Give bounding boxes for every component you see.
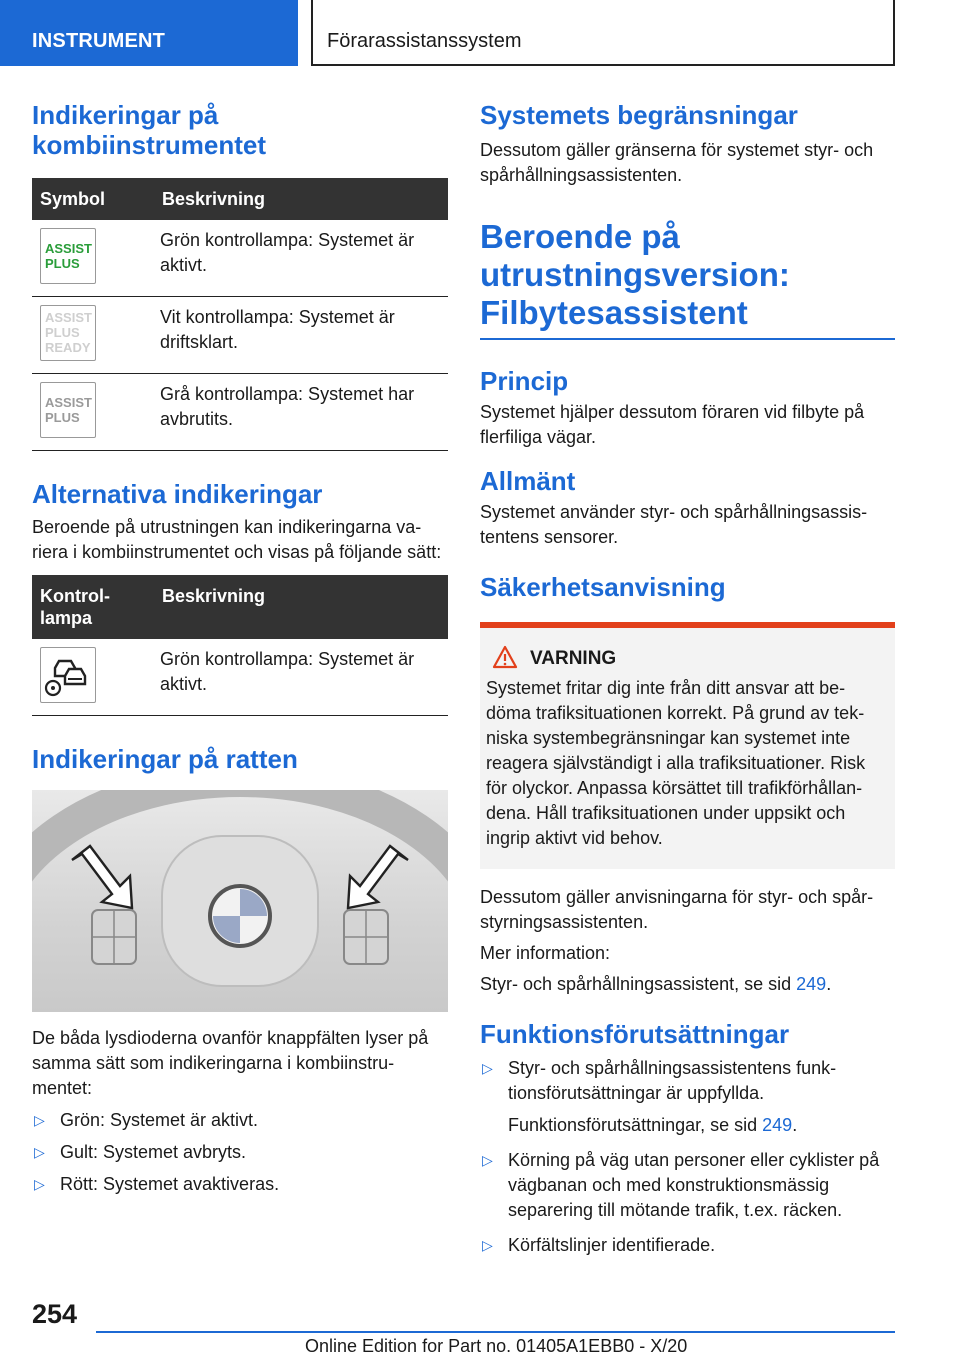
after-warning-paragraph: Dessutom gäller anvisningarna för styr- och spår-styrningsassistenten. [480,887,874,932]
row-description: Grå kontrollampa: Systemet har avbrutits. [154,374,448,451]
chapter-title[interactable]: Förarassistanssystem [311,0,895,66]
list-item: ▷ Körfältslinjer identifierade. [480,1233,895,1258]
row-description: Grön kontrollampa: Systemet är aktivt. [154,220,448,297]
wheel-paragraph: De båda lysdioderna ovanför knappfälten lyser på samma sätt som indikeringarna i kombiinstru-mentet: [32,1028,429,1098]
led-color-list [32,1108,448,1197]
heading-principle: Princip [480,366,569,396]
assist-plus-green-icon: ASSIST PLUS [40,228,96,284]
table-row [32,374,448,451]
page-header [0,0,960,66]
col-header-symbol: Symbol [32,178,154,220]
limits-paragraph: Dessutom gäller gränserna för systemet styr- och spårhållningsassistenten. [480,140,874,185]
heading-general: Allmänt [480,466,576,496]
assist-plus-ready-white-icon: ASSIST PLUS READY [40,305,96,361]
principle-paragraph: Systemet hjälper dessutom föraren vid filbyte på flerfiliga vägar. [480,402,865,447]
table-row [32,639,448,716]
col-header-lamp: Kontrol- lampa [32,575,154,639]
heading-indicators: Indikeringar på kombiinstrumentet [32,100,267,160]
triangle-bullet-icon: ▷ [482,1060,493,1076]
row-description: Vit kontrollampa: Systemet är driftsklart. [154,297,448,374]
table-row [32,297,448,374]
warning-triangle-icon [492,645,518,675]
list-item: ▷ Gult: Systemet avbryts. [32,1140,448,1165]
heading-limits: Systemets begränsningar [480,100,798,130]
heading-lane-change: Beroende på utrustningsversion: Filbytesassistent [480,218,790,331]
steering-wheel-image [32,790,448,1012]
requirement-list [480,1056,895,1258]
heading-wheel: Indikeringar på ratten [32,744,298,774]
row-description: Grön kontrollampa: Systemet är aktivt. [154,639,448,716]
page-number: 254 [32,1299,78,1329]
page-link[interactable]: 249 [762,1115,793,1135]
heading-safety: Säkerhetsanvisning [480,572,726,602]
heading-rule [480,338,895,340]
lamp-table [32,575,448,716]
alt-paragraph: Beroende på utrustningen kan indikeringarna va-riera i kombiinstrumentet och visas på följande sätt: [32,517,442,562]
footer-rule [96,1331,895,1333]
list-item: ▷ Styr- och spårhållningsassistentens funk-tionsförutsättningar är uppfyllda. Funktionsförutsättningar, se sid 249. [480,1056,895,1138]
warning-title: VARNING [530,648,887,670]
col-header-description: Beskrivning [154,178,448,220]
heading-function-requirements: Funktionsförutsättningar [480,1019,790,1049]
heading-alternative: Alternativa indikeringar [32,479,323,509]
right-column [480,100,895,1258]
more-info-label: Mer information: [480,943,611,963]
cars-steering-wheel-icon [40,647,96,703]
warning-box [480,622,895,869]
triangle-bullet-icon: ▷ [34,1144,45,1160]
edition-note: Online Edition for Part no. 01405A1EBB0 - X/20 [305,1336,688,1356]
assist-plus-grey-icon: ASSIST PLUS [40,382,96,438]
symbol-table [32,178,448,451]
reference-line: Styr- och spårhållningsassistent, se sid 249. [480,974,832,994]
list-item: ▷ Grön: Systemet är aktivt. [32,1108,448,1133]
list-item: ▷ Körning på väg utan personer eller cyklister på vägbanan och med konstruktionsmässig separering till mötande trafik, t.ex. räcken. [482,1150,880,1220]
general-paragraph: Systemet använder styr- och spårhållningsassis-tentens sensorer. [480,502,868,547]
left-column [32,100,448,1197]
list-item: ▷ Rött: Systemet avaktiveras. [32,1172,448,1197]
page-link[interactable]: 249 [796,974,827,994]
triangle-bullet-icon: ▷ [482,1237,493,1253]
triangle-bullet-icon: ▷ [34,1112,45,1128]
triangle-bullet-icon: ▷ [34,1176,45,1192]
col-header-description: Beskrivning [154,575,448,639]
table-row [32,220,448,297]
triangle-bullet-icon: ▷ [482,1152,493,1168]
warning-text: Systemet fritar dig inte från ditt ansvar att be-döma trafiksituationen korrekt. På grund av tek-niska systembegränsningar kan systemet inte reagera självständigt i alla trafiksituationer. Risk för olyckor. Anpassa körsättet till trafikförhållan-dena. Håll trafiksituationen under uppsikt och ingrip aktivt vid behov. [486,678,866,848]
section-tab[interactable]: INSTRUMENT [0,0,298,66]
sub-reference: Funktionsförutsättningar, se sid 249. [508,1115,798,1135]
